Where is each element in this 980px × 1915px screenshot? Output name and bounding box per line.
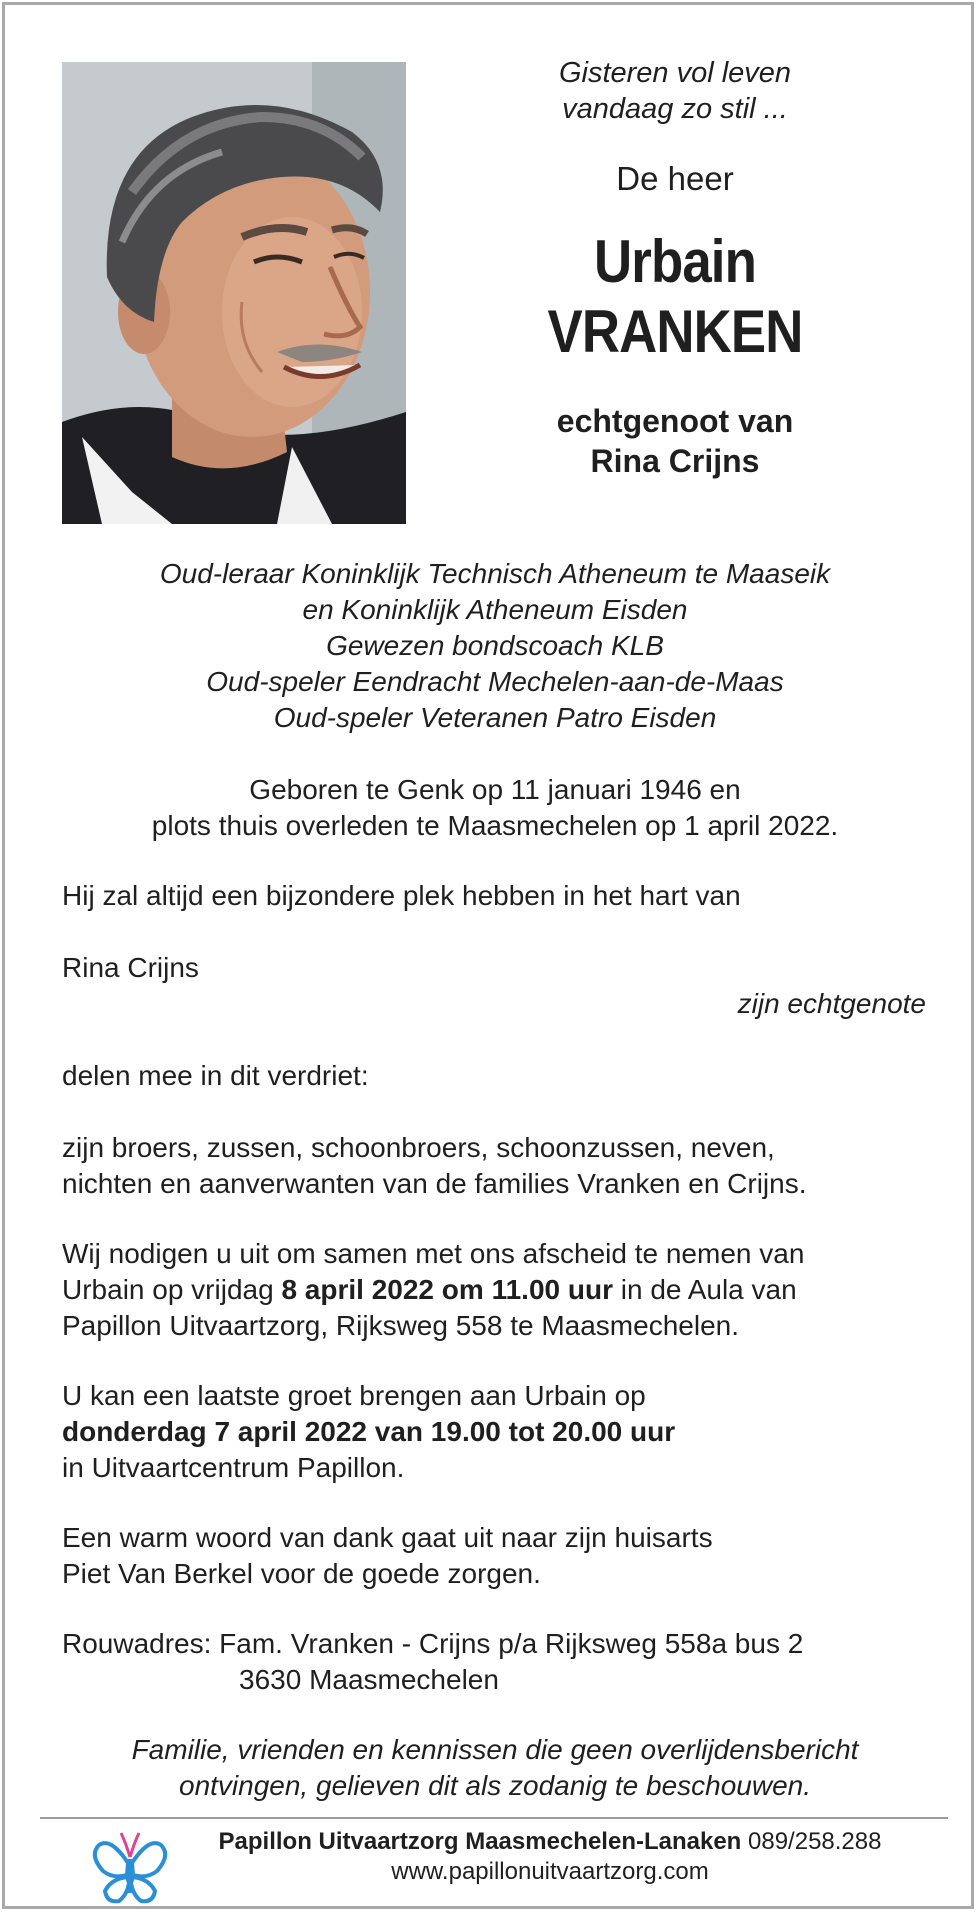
butterfly-logo-icon: [91, 1827, 169, 1907]
farewell-line-2: [62, 1272, 942, 1308]
portrait-photo: [62, 62, 406, 524]
career-line: Oud-speler Veteranen Patro Eisden: [273, 702, 717, 733]
thanks-section: [62, 1520, 942, 1592]
address-section: [62, 1626, 942, 1698]
career-line: Oud-speler Eendracht Mechelen-aan-de-Maas: [206, 666, 784, 697]
share-line: delen mee in dit verdriet:: [62, 1060, 369, 1091]
header-block: [435, 55, 915, 481]
footer-divider: [40, 1817, 948, 1819]
greeting-datetime: [62, 1414, 942, 1450]
footer-company-line: [180, 1827, 920, 1857]
farewell-line-1: Wij nodigen u uit om samen met ons afscheid te nemen van: [62, 1238, 805, 1269]
career-line: en Koninklijk Atheneum Eisden: [302, 594, 688, 625]
motto-line-1: Gisteren vol leven: [558, 57, 792, 89]
title-prefix: De heer: [616, 160, 734, 197]
spouse-name: Rina Crijns: [590, 443, 760, 479]
farewell-text: in de Aula van: [612, 1274, 797, 1305]
mourner-name-section: [62, 950, 942, 986]
footer-website[interactable]: www.papillonuitvaartzorg.com: [391, 1858, 709, 1885]
closing-section: [45, 1732, 945, 1804]
farewell-section: [62, 1236, 942, 1344]
heart-line: Hij zal altijd een bijzondere plek hebben in het hart van: [62, 880, 741, 911]
deceased-name: Urbain VRANKEN: [547, 228, 803, 365]
footer-company: Papillon Uitvaartzorg Maasmechelen-Lanaken: [218, 1828, 742, 1855]
birth-death-section: [45, 772, 945, 844]
death-line: plots thuis overleden te Maasmechelen op 1 april 2022.: [151, 810, 839, 841]
thanks-line: Een warm woord van dank gaat uit naar zijn huisarts: [62, 1522, 713, 1553]
farewell-line-3: Papillon Uitvaartzorg, Rijksweg 558 te Maasmechelen.: [62, 1310, 739, 1341]
career-line: Oud-leraar Koninklijk Technisch Atheneum te Maaseik: [159, 558, 831, 589]
mourner-relation: zijn echtgenote: [737, 988, 926, 1019]
thanks-line: Piet Van Berkel voor de goede zorgen.: [62, 1558, 541, 1589]
heart-line-section: [62, 878, 942, 914]
obituary-card: [2, 2, 974, 1909]
address-line-2: 3630 Maasmechelen: [239, 1664, 499, 1695]
birth-line: Geboren te Genk op 11 januari 1946 en: [249, 774, 741, 805]
share-section: [62, 1058, 942, 1094]
farewell-text: Urbain op vrijdag: [62, 1274, 282, 1305]
career-line: Gewezen bondscoach KLB: [326, 630, 664, 661]
greeting-line-1: U kan een laatste groet brengen aan Urbain op: [62, 1380, 646, 1411]
relatives-line: nichten en aanverwanten van de families Vranken en Crijns.: [62, 1168, 807, 1199]
spouse-intro: echtgenoot van: [556, 403, 794, 439]
greeting-section: [62, 1378, 942, 1486]
career-section: [45, 556, 945, 736]
motto-line-2: vandaag zo stil ...: [562, 93, 788, 125]
address-line-1: Rouwadres: Fam. Vranken - Crijns p/a Rijksweg 558a bus 2: [62, 1628, 804, 1659]
greeting-datetime-bold: donderdag 7 april 2022 van 19.00 tot 20.00 uur: [62, 1416, 676, 1447]
greeting-line-3: in Uitvaartcentrum Papillon.: [62, 1452, 405, 1483]
footer-phone: 089/258.288: [741, 1828, 882, 1855]
portrait-image: [62, 62, 406, 524]
closing-line: ontvingen, gelieven dit als zodanig te beschouwen.: [179, 1770, 811, 1801]
footer-text: [180, 1827, 920, 1887]
closing-line: Familie, vrienden en kennissen die geen overlijdensbericht: [131, 1734, 859, 1765]
relatives-section: [62, 1130, 942, 1202]
mourner-name: Rina Crijns: [62, 952, 199, 983]
relatives-line: zijn broers, zussen, schoonbroers, schoonzussen, neven,: [62, 1132, 775, 1163]
farewell-datetime: 8 april 2022 om 11.00 uur: [281, 1274, 613, 1305]
